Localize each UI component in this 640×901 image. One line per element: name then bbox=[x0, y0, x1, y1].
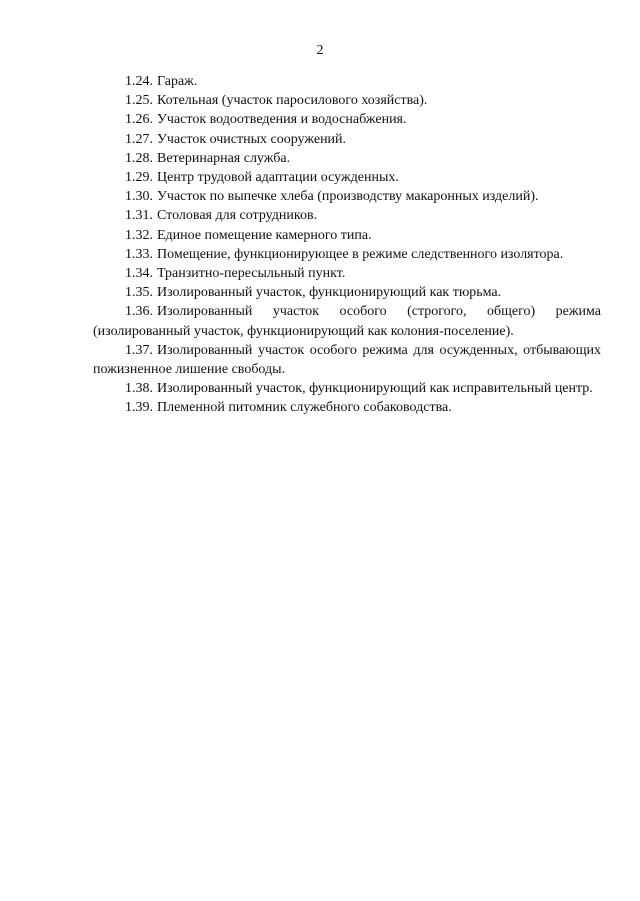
item-number: 1.37. bbox=[125, 342, 153, 358]
list-item bbox=[93, 130, 601, 149]
item-text: Участок водоотведения и водоснабжения. bbox=[157, 112, 407, 128]
list-item bbox=[93, 187, 601, 206]
item-text: Участок по выпечке хлеба (производству макаронных изделий). bbox=[157, 189, 539, 205]
item-number: 1.38. bbox=[125, 381, 153, 397]
list-item bbox=[93, 398, 601, 417]
item-number: 1.34. bbox=[125, 266, 153, 282]
item-text: Племенной питомник служебного собаководства. bbox=[157, 400, 452, 416]
item-number: 1.27. bbox=[125, 131, 153, 147]
item-number: 1.36. bbox=[125, 304, 153, 320]
item-number: 1.26. bbox=[125, 112, 153, 128]
item-text: Столовая для сотрудников. bbox=[157, 208, 318, 224]
item-text: Изолированный участок особого режима для осужденных, отбывающих пожизненное лишение свободы. bbox=[93, 342, 601, 378]
list-item bbox=[93, 72, 601, 91]
item-number: 1.29. bbox=[125, 170, 153, 186]
item-number: 1.31. bbox=[125, 208, 153, 224]
item-number: 1.25. bbox=[125, 93, 153, 109]
page-number: 2 bbox=[316, 43, 324, 58]
list-item bbox=[93, 341, 601, 379]
item-text: Центр трудовой адаптации осужденных. bbox=[157, 170, 399, 186]
item-text: Изолированный участок, функционирующий как тюрьма. bbox=[157, 285, 502, 301]
item-text: Изолированный участок, функционирующий как исправительный центр. bbox=[157, 381, 593, 397]
list-item bbox=[93, 226, 601, 245]
item-number: 1.35. bbox=[125, 285, 153, 301]
list-item bbox=[93, 91, 601, 110]
item-number: 1.39. bbox=[125, 400, 153, 416]
item-number: 1.24. bbox=[125, 74, 153, 89]
item-text: Ветеринарная служба. bbox=[157, 150, 291, 166]
item-number: 1.32. bbox=[125, 227, 153, 243]
list-item bbox=[93, 283, 601, 302]
item-text: Участок очистных сооружений. bbox=[157, 131, 347, 147]
item-number: 1.33. bbox=[125, 246, 153, 262]
list-item bbox=[93, 168, 601, 187]
item-text: Транзитно-пересыльный пункт. bbox=[157, 266, 346, 282]
list-item bbox=[93, 245, 601, 264]
list-item bbox=[93, 206, 601, 225]
item-list bbox=[93, 72, 601, 418]
list-item bbox=[93, 110, 601, 129]
item-text: Котельная (участок паросилового хозяйства). bbox=[157, 93, 428, 109]
list-item bbox=[93, 149, 601, 168]
item-text: Гараж. bbox=[157, 74, 198, 89]
item-number: 1.28. bbox=[125, 150, 153, 166]
list-item bbox=[93, 379, 601, 398]
item-number: 1.30. bbox=[125, 189, 153, 205]
list-item bbox=[93, 264, 601, 283]
list-item bbox=[93, 302, 601, 340]
item-text: Изолированный участок особого (строгого, общего) режима (изолированный участок, функционирующий как колония-поселение). bbox=[93, 304, 601, 339]
item-text: Единое помещение камерного типа. bbox=[157, 227, 372, 243]
item-text: Помещение, функционирующее в режиме следственного изолятора. bbox=[157, 246, 564, 262]
